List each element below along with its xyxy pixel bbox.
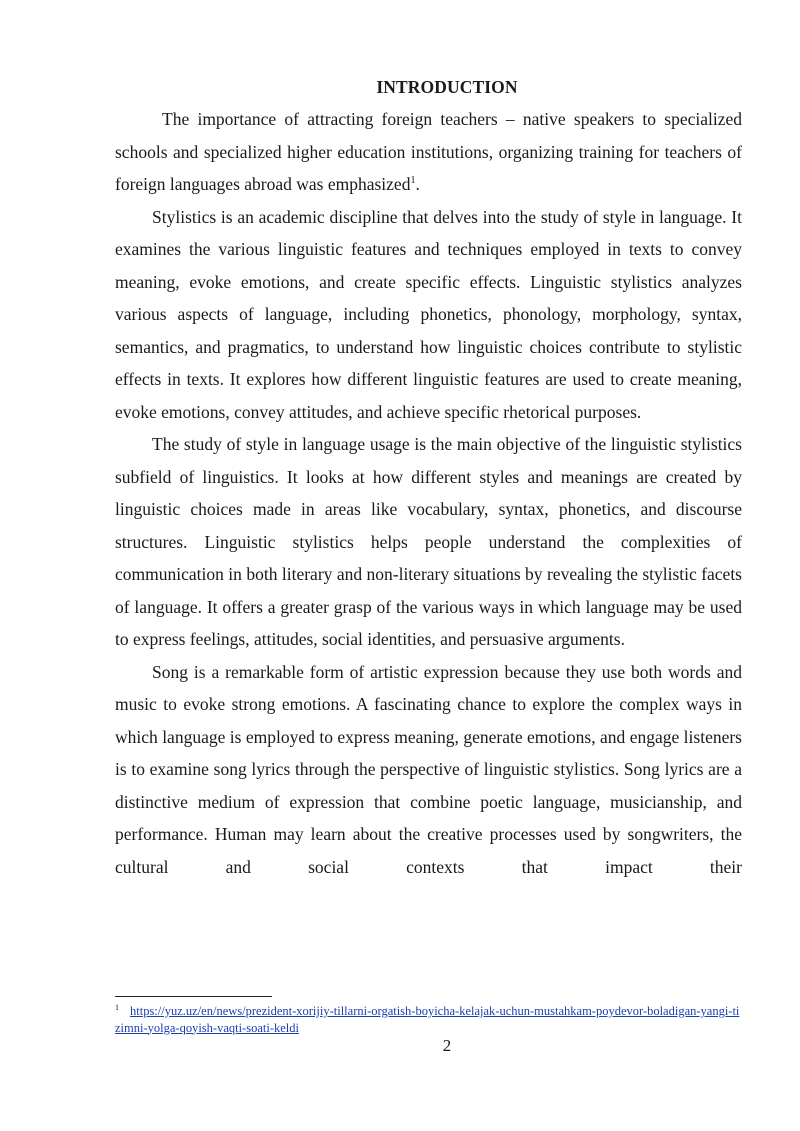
paragraph-1-tail: . bbox=[415, 174, 420, 194]
footnote-link[interactable]: https://yuz.uz/en/news/prezident-xorijiy-tillarni-orgatish-boyicha-kelajak-uchun-mustahkam-poydevor-boladigan-yangi-tizimni-yolga-qoyish-vaqti-soati-keldi bbox=[115, 1004, 740, 1035]
footnote: 1 https://yuz.uz/en/news/prezident-xorijiy-tillarni-orgatish-boyicha-kelajak-uchun-mustahkam-poydevor-boladigan-yangi-tizimni-yolga-qoyish-vaqti-soati-keldi bbox=[115, 1002, 740, 1035]
page-number: 2 bbox=[442, 1036, 452, 1055]
footnote-reference[interactable]: 1 bbox=[410, 175, 416, 187]
page-title: INTRODUCTION bbox=[376, 77, 518, 97]
body-text bbox=[115, 103, 742, 883]
paragraph-1-text: The importance of attracting foreign teachers – native speakers to specialized schools and specialized higher education institutions, organizing training for teachers of foreign languages abroad was emphasized bbox=[115, 109, 742, 194]
paragraph-2: Stylistics is an academic discipline that delves into the study of style in language. It examines the various linguistic features and techniques employed in texts to convey meaning, evoke emotions, and create specific effects. Linguistic stylistics analyzes various aspects of language, including phonetics, phonology, morphology, syntax, semantics, and pragmatics, to understand how linguistic choices contribute to stylistic effects in texts. It explores how different linguistic features are used to create meaning, evoke emotions, convey attitudes, and achieve specific rhetorical purposes. bbox=[115, 206, 742, 422]
paragraph-3: The study of style in language usage is the main objective of the linguistic stylistics subfield of linguistics. It looks at how different styles and meanings are created by linguistic choices made in areas like vocabulary, syntax, phonetics, and discourse structures. Linguistic stylistics helps people understand the complexities of communication in both literary and non-literary situations by revealing the stylistic facets of language. It offers a greater grasp of the various ways in which language may be used to express feelings, attitudes, social identities, and persuasive arguments. bbox=[115, 434, 742, 649]
paragraph-1 bbox=[115, 103, 742, 201]
paragraph-4: Song is a remarkable form of artistic expression because they use both words and music to evoke strong emotions. A fascinating chance to explore the complex ways in which language is employed to express meaning, generate emotions, and engage listeners is to examine song lyrics through the perspective of linguistic stylistics. Song lyrics are a distinctive medium of expression that combine poetic language, musicianship, and performance. Human may learn about the creative processes used by songwriters, the cultural and social contexts that impact their bbox=[115, 661, 742, 877]
footnote-separator bbox=[115, 996, 272, 997]
